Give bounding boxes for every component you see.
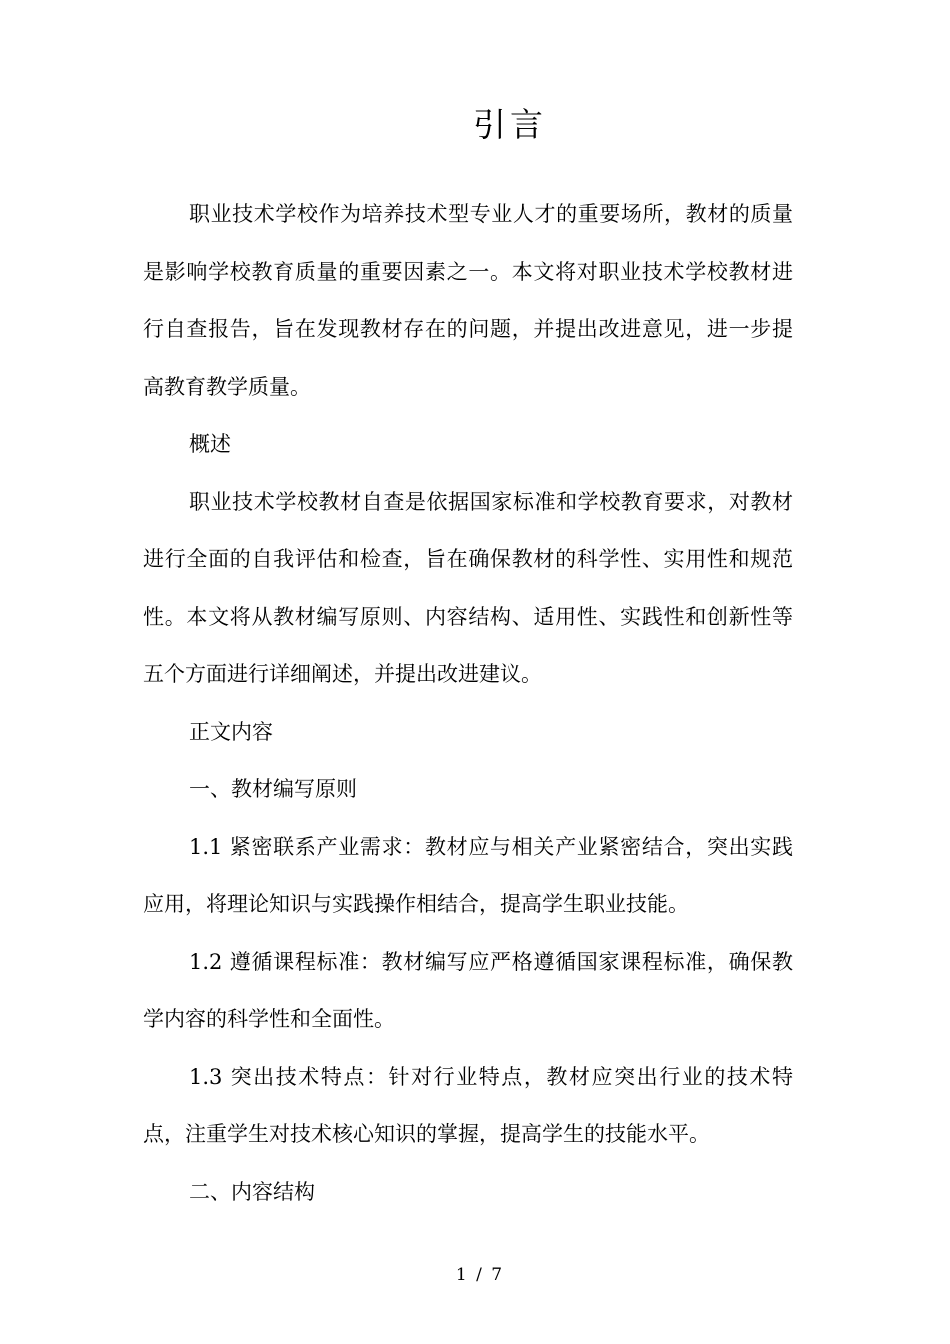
section-heading-principles: 一、教材编写原则 — [189, 777, 357, 801]
document-body — [143, 186, 793, 1221]
section-heading-overview: 概述 — [189, 432, 231, 456]
page-number: 1 / 7 — [455, 1265, 505, 1285]
overview-paragraph: 职业技术学校教材自查是依据国家标准和学校教育要求，对教材进行全面的自我评估和检查，旨在确保教材的科学性、实用性和规范性。本文将从教材编写原则、内容结构、适用性、实践性和创新性等五个方面进行详细阐述，并提出改进建议。 — [143, 489, 793, 686]
intro-paragraph: 职业技术学校作为培养技术型专业人才的重要场所，教材的质量是影响学校教育质量的重要因素之一。本文将对职业技术学校教材进行自查报告，旨在发现教材存在的问题，并提出改进意见，进一步提高教育教学质量。 — [143, 202, 793, 399]
section-heading-structure: 二、内容结构 — [189, 1179, 315, 1204]
principle-item-1-3: 1.3 突出技术特点：针对行业特点，教材应突出行业的技术特点，注重学生对技术核心知识的掌握，提高学生的技能水平。 — [143, 1064, 793, 1146]
page-title: 引言 — [473, 105, 547, 144]
section-heading-main: 正文内容 — [189, 719, 273, 744]
principle-item-1-1: 1.1 紧密联系产业需求：教材应与相关产业紧密结合，突出实践应用，将理论知识与实践操作相结合，提高学生职业技能。 — [143, 834, 793, 916]
principle-item-1-2: 1.2 遵循课程标准：教材编写应严格遵循国家课程标准，确保教学内容的科学性和全面性。 — [143, 949, 793, 1031]
